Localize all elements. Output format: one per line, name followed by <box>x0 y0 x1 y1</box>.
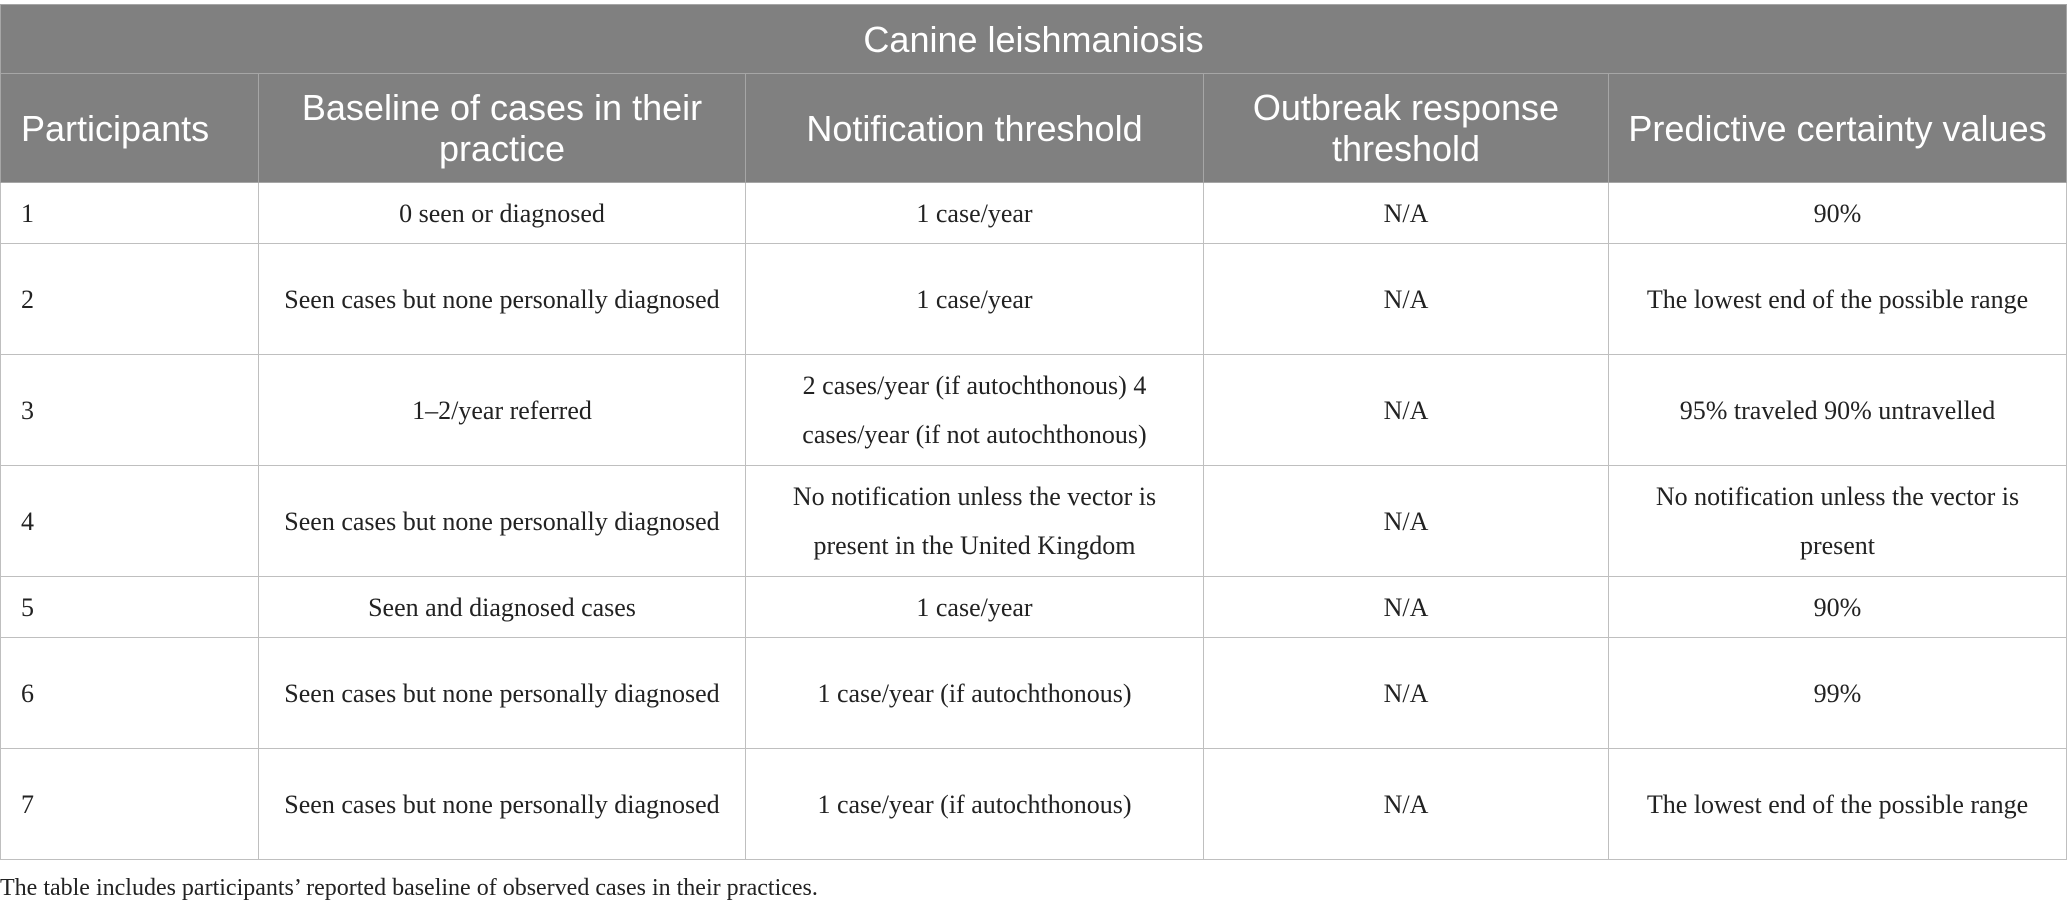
header-predictive-certainty: Predictive certainty values <box>1609 74 2067 183</box>
cell-certainty: No notification unless the vector is present <box>1609 466 2067 577</box>
header-row <box>1 74 2067 183</box>
header-baseline: Baseline of cases in their practice <box>259 74 746 183</box>
cell-baseline: Seen cases but none personally diagnosed <box>259 466 746 577</box>
table-title: Canine leishmaniosis <box>1 5 2067 74</box>
cell-certainty: 90% <box>1609 577 2067 638</box>
cell-baseline: Seen cases but none personally diagnosed <box>259 244 746 355</box>
cell-outbreak: N/A <box>1204 244 1609 355</box>
cell-outbreak: N/A <box>1204 638 1609 749</box>
cell-baseline: 1–2/year referred <box>259 355 746 466</box>
table-row <box>1 183 2067 244</box>
cell-outbreak: N/A <box>1204 355 1609 466</box>
cell-outbreak: N/A <box>1204 183 1609 244</box>
data-table <box>0 4 2067 860</box>
cell-participant: 7 <box>1 749 259 860</box>
cell-certainty: 90% <box>1609 183 2067 244</box>
table-row <box>1 244 2067 355</box>
cell-baseline: 0 seen or diagnosed <box>259 183 746 244</box>
cell-notification: 1 case/year <box>746 244 1204 355</box>
cell-participant: 2 <box>1 244 259 355</box>
header-participants: Participants <box>1 74 259 183</box>
table-row <box>1 466 2067 577</box>
cell-baseline: Seen cases but none personally diagnosed <box>259 749 746 860</box>
cell-outbreak: N/A <box>1204 749 1609 860</box>
table-row <box>1 355 2067 466</box>
table-row <box>1 577 2067 638</box>
cell-participant: 3 <box>1 355 259 466</box>
cell-baseline: Seen and diagnosed cases <box>259 577 746 638</box>
table-row <box>1 638 2067 749</box>
cell-certainty: The lowest end of the possible range <box>1609 749 2067 860</box>
cell-outbreak: N/A <box>1204 577 1609 638</box>
cell-participant: 6 <box>1 638 259 749</box>
table-caption: The table includes participants’ reported baseline of observed cases in their practices. <box>0 875 818 901</box>
cell-participant: 5 <box>1 577 259 638</box>
cell-notification: 1 case/year (if autochthonous) <box>746 638 1204 749</box>
cell-certainty: 99% <box>1609 638 2067 749</box>
table-container <box>0 4 2066 860</box>
cell-notification: 2 cases/year (if autochthonous) 4 cases/year (if not autochthonous) <box>746 355 1204 466</box>
cell-certainty: 95% traveled 90% untravelled <box>1609 355 2067 466</box>
cell-notification: 1 case/year <box>746 183 1204 244</box>
header-outbreak-threshold: Outbreak response threshold <box>1204 74 1609 183</box>
table-row <box>1 749 2067 860</box>
cell-outbreak: N/A <box>1204 466 1609 577</box>
header-notification-threshold: Notification threshold <box>746 74 1204 183</box>
cell-notification: No notification unless the vector is present in the United Kingdom <box>746 466 1204 577</box>
cell-certainty: The lowest end of the possible range <box>1609 244 2067 355</box>
cell-notification: 1 case/year (if autochthonous) <box>746 749 1204 860</box>
cell-notification: 1 case/year <box>746 577 1204 638</box>
cell-participant: 4 <box>1 466 259 577</box>
title-row <box>1 5 2067 74</box>
cell-participant: 1 <box>1 183 259 244</box>
cell-baseline: Seen cases but none personally diagnosed <box>259 638 746 749</box>
